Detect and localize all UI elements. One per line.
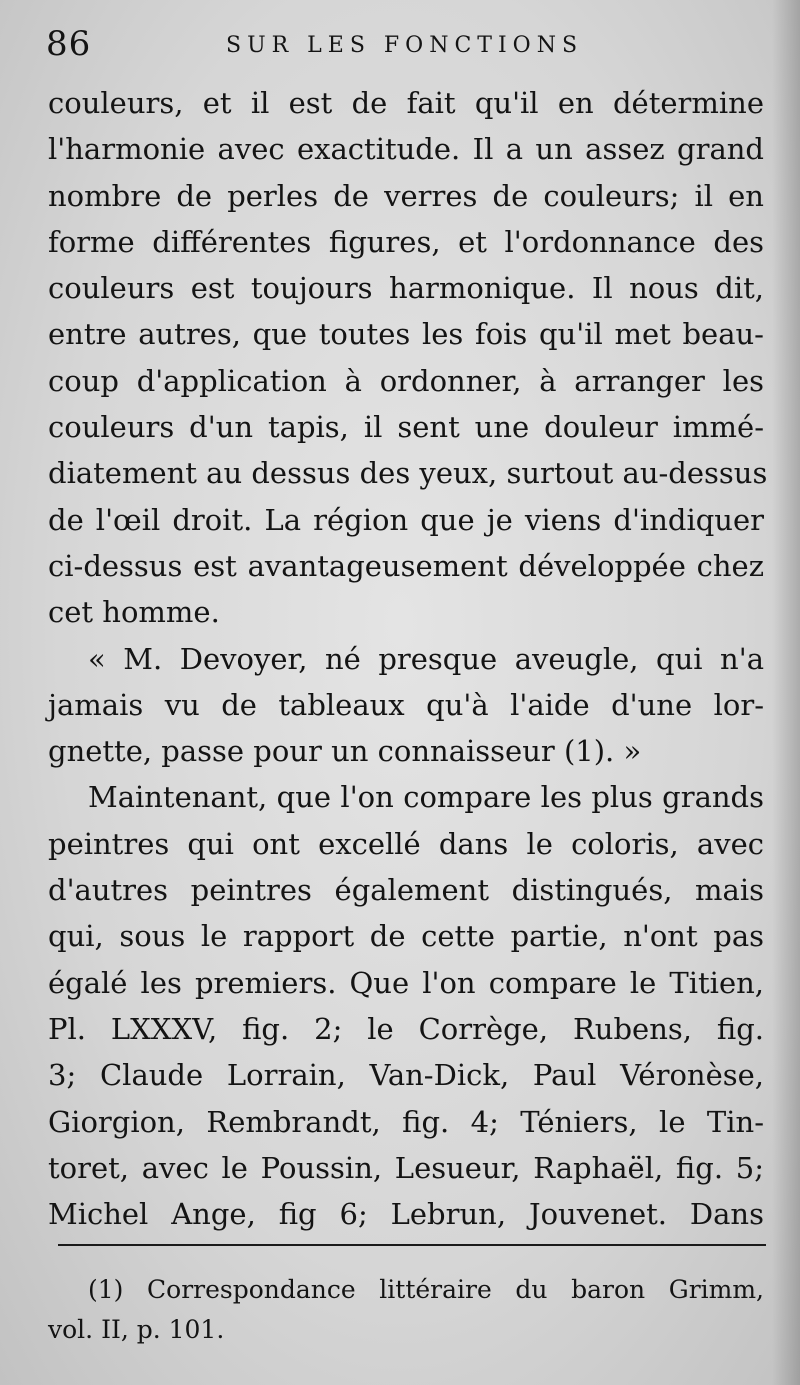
footnote-rule — [58, 1244, 766, 1246]
text-line: diatement au dessus des yeux, surtout au-dessus — [48, 456, 768, 491]
text-line: de l'œil droit. La région que je viens d'indiquer — [48, 502, 764, 537]
text-line: ci-dessus est avantageusement développée chez — [48, 548, 764, 583]
text-line: toret, avec le Poussin, Lesueur, Raphaël, fig. 5; — [48, 1150, 764, 1185]
text-line: qui, sous le rapport de cette partie, n'ont pas — [48, 919, 764, 954]
text-line: d'autres peintres également distingués, mais — [48, 873, 764, 908]
text-line: Giorgion, Rembrandt, fig. 4; Téniers, le Tin- — [48, 1104, 764, 1139]
text-line: l'harmonie avec exactitude. Il a un assez grand — [48, 132, 764, 167]
text-line: couleurs, et il est de fait qu'il en détermine — [48, 86, 764, 120]
page-edge-shadow — [772, 0, 800, 1385]
text-line: coup d'application à ordonner, à arranger les — [48, 363, 764, 398]
quote-line: « M. Devoyer, né presque aveugle, qui n'a — [88, 641, 764, 676]
text-line: entre autres, que toutes les fois qu'il met beau- — [48, 317, 764, 352]
text-line: couleurs d'un tapis, il sent une douleur immé- — [48, 410, 764, 445]
quote-line: gnette, passe pour un connaisseur (1). » — [48, 734, 642, 769]
page-number: 86 — [46, 24, 92, 64]
page-header — [46, 22, 762, 70]
quote-line: jamais vu de tableaux qu'à l'aide d'une lor- — [48, 687, 764, 722]
text-line: Michel Ange, fig 6; Lebrun, Jouvenet. Dans — [48, 1197, 764, 1232]
running-head: SUR LES FONCTIONS — [226, 33, 584, 58]
text-line: Pl. LXXXV, fig. 2; le Corrège, Rubens, fig. — [48, 1011, 764, 1046]
text-line: couleurs est toujours harmonique. Il nous dit, — [48, 271, 764, 306]
footnote-line: (1) Correspondance littéraire du baron Grimm, — [88, 1275, 764, 1304]
text-line: 3; Claude Lorrain, Van-Dick, Paul Véronèse, — [48, 1058, 764, 1093]
text-line: peintres qui ont excellé dans le coloris, avec — [48, 826, 764, 861]
footnote — [48, 1270, 764, 1350]
text-line: égalé les premiers. Que l'on compare le Titien, — [48, 965, 764, 1000]
text-line: nombre de perles de verres de couleurs; il en — [48, 178, 764, 213]
footnote-line: vol. II, p. 101. — [48, 1315, 225, 1344]
text-line: cet homme. — [48, 595, 220, 630]
body-text — [48, 80, 768, 1237]
text-line: Maintenant, que l'on compare les plus grands — [88, 780, 764, 815]
text-line: forme différentes figures, et l'ordonnance des — [48, 224, 764, 259]
